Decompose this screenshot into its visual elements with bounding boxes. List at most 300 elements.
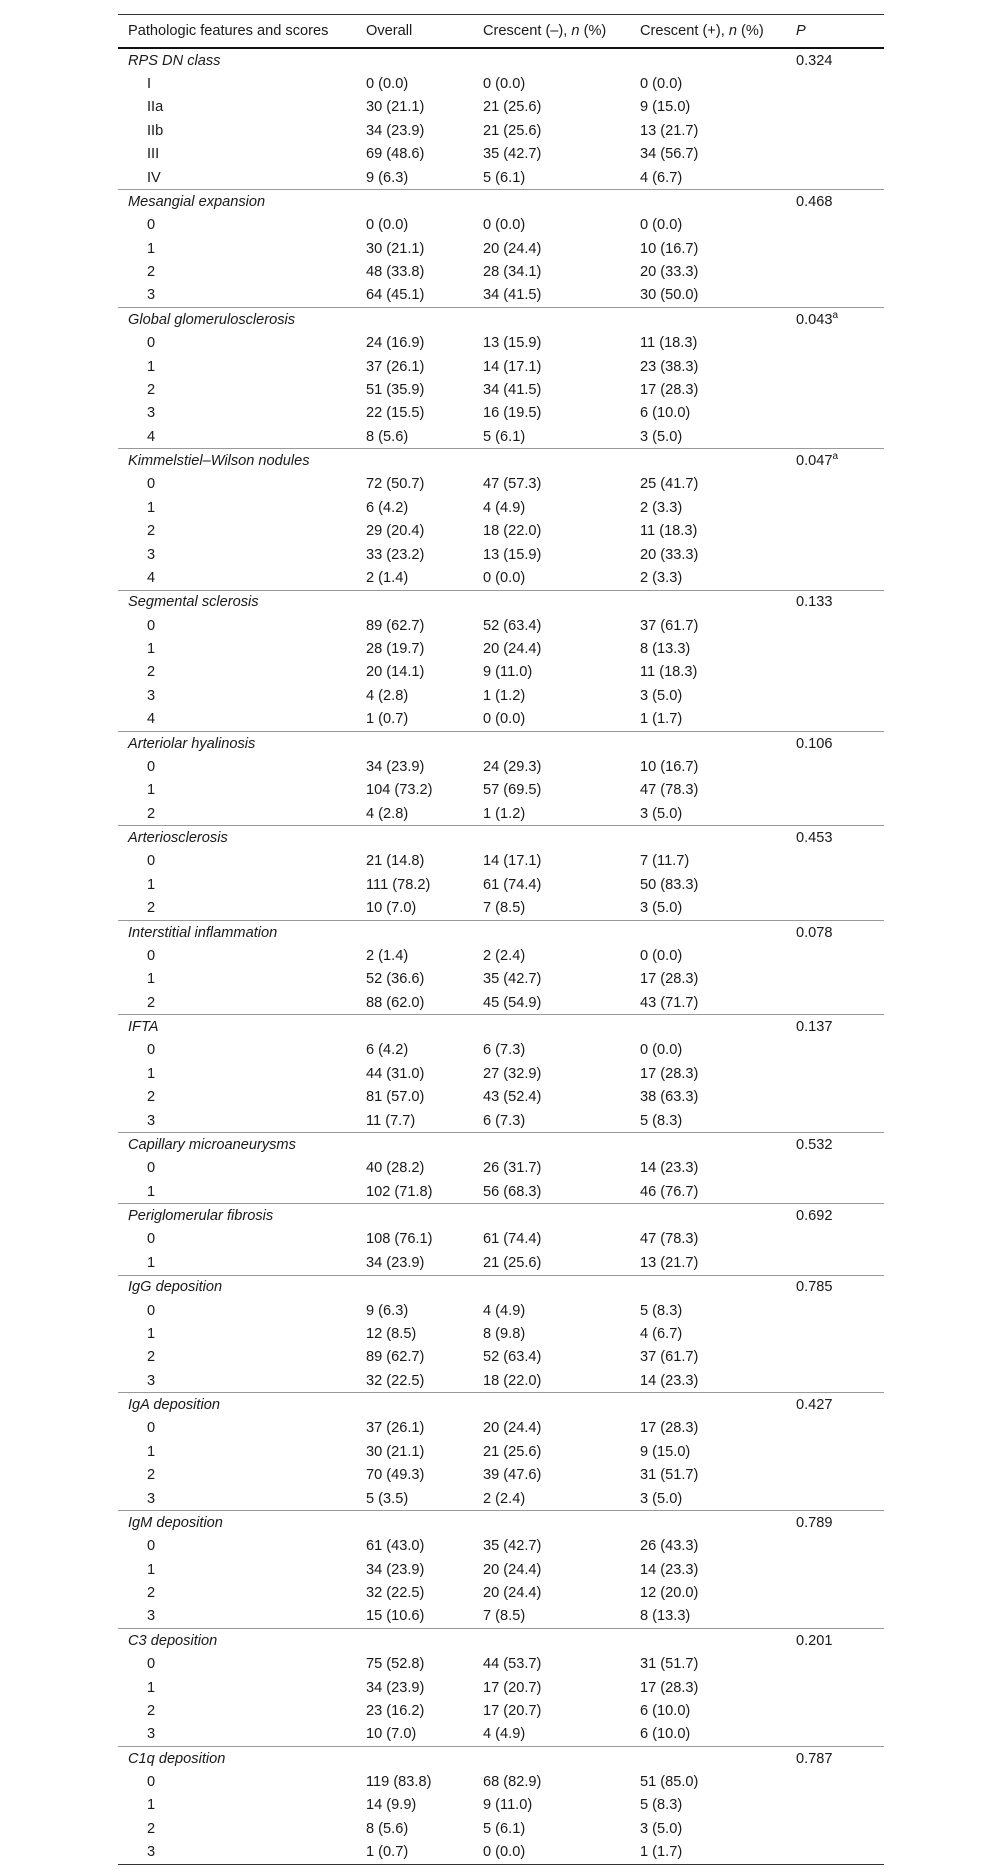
crescent-negative-value: 17 (20.7)	[483, 1702, 542, 1719]
empty-cell	[796, 566, 884, 590]
empty-cell	[796, 402, 884, 425]
table-row	[118, 143, 884, 166]
crescent-positive-value: 1 (1.7)	[640, 711, 683, 728]
pathology-table	[118, 14, 884, 1865]
crescent-negative-value: 20 (24.4)	[483, 1420, 542, 1437]
empty-cell	[796, 425, 884, 449]
feature-name: IgA deposition	[118, 1393, 366, 1417]
score-label: III	[147, 146, 160, 163]
crescent-negative-value: 21 (25.6)	[483, 1254, 542, 1271]
empty-cell	[796, 332, 884, 355]
score-label: 0	[147, 1420, 156, 1437]
overall-value: 34 (23.9)	[366, 1254, 425, 1271]
overall-value: 108 (76.1)	[366, 1231, 433, 1248]
empty-cell	[483, 1629, 640, 1653]
crescent-negative-value: 27 (32.9)	[483, 1065, 542, 1082]
p-value-text: 0.078	[796, 924, 833, 941]
crescent-positive-value: 47 (78.3)	[640, 1231, 699, 1248]
p-value	[796, 1015, 884, 1039]
header-p-value: P	[796, 15, 884, 49]
score-label: 3	[147, 1112, 156, 1129]
crescent-negative-value: 0 (0.0)	[483, 1841, 640, 1865]
score-label: 0	[147, 335, 156, 352]
empty-cell	[483, 1747, 640, 1771]
empty-cell	[796, 1228, 884, 1251]
crescent-positive-value: 34 (56.7)	[640, 146, 699, 163]
score-label: 3	[147, 1608, 156, 1625]
table-row	[118, 991, 884, 1015]
crescent-negative-value: 57 (69.5)	[483, 782, 542, 799]
score-label: 2	[147, 664, 156, 681]
crescent-positive-value: 26 (43.3)	[640, 1538, 699, 1555]
score-label: 1	[147, 641, 156, 658]
empty-cell	[366, 1511, 483, 1535]
score-label: 0	[147, 758, 156, 775]
crescent-positive-value: 43 (71.7)	[640, 994, 699, 1011]
crescent-positive-value: 47 (78.3)	[640, 782, 699, 799]
crescent-negative-value: 43 (52.4)	[483, 1089, 542, 1106]
empty-cell	[796, 991, 884, 1015]
crescent-negative-value: 68 (82.9)	[483, 1774, 542, 1791]
overall-value: 111 (78.2)	[366, 876, 431, 893]
overall-value: 30 (21.1)	[366, 99, 425, 116]
crescent-positive-value: 31 (51.7)	[640, 1467, 699, 1484]
crescent-negative-value: 2 (2.4)	[483, 947, 526, 964]
table-row	[118, 96, 884, 119]
crescent-positive-value: 13 (21.7)	[640, 122, 699, 139]
table-row	[118, 708, 884, 732]
feature-name: Mesangial expansion	[118, 190, 366, 214]
footnote-marker: a	[832, 309, 839, 321]
empty-cell	[796, 802, 884, 826]
empty-cell	[640, 1747, 796, 1771]
overall-value: 81 (57.0)	[366, 1089, 425, 1106]
empty-cell	[640, 826, 796, 850]
score-label: 2	[147, 1820, 156, 1837]
empty-cell	[796, 637, 884, 660]
empty-cell	[796, 119, 884, 142]
empty-cell	[366, 449, 483, 473]
score-label: 3	[147, 287, 156, 304]
p-value	[796, 1511, 884, 1535]
crescent-negative-value: 4 (4.9)	[483, 1726, 526, 1743]
table-row	[118, 850, 884, 873]
crescent-positive-value: 0 (0.0)	[640, 947, 683, 964]
overall-value: 20 (14.1)	[366, 664, 425, 681]
table-row	[118, 1699, 884, 1722]
empty-cell	[640, 190, 796, 214]
crescent-positive-value: 37 (61.7)	[640, 1349, 699, 1366]
overall-value: 0 (0.0)	[366, 76, 409, 93]
overall-value: 14 (9.9)	[366, 1797, 417, 1814]
p-value	[796, 731, 884, 755]
overall-value: 29 (20.4)	[366, 523, 425, 540]
table-row	[118, 214, 884, 237]
p-value-text: 0.468	[796, 193, 833, 210]
crescent-negative-value: 35 (42.7)	[483, 1538, 542, 1555]
group-row	[118, 1133, 884, 1157]
overall-value: 69 (48.6)	[366, 146, 425, 163]
crescent-positive-value: 31 (51.7)	[640, 1656, 699, 1673]
score-label: 2	[147, 1467, 156, 1484]
crescent-positive-value: 46 (76.7)	[640, 1183, 699, 1200]
p-value-text: 0.137	[796, 1019, 833, 1036]
overall-value: 32 (22.5)	[366, 1372, 425, 1389]
overall-value: 2 (1.4)	[366, 947, 409, 964]
score-label: 1	[147, 1325, 156, 1342]
overall-value: 1 (0.7)	[366, 711, 409, 728]
empty-cell	[796, 1086, 884, 1109]
crescent-positive-value: 17 (28.3)	[640, 1679, 699, 1696]
score-label: 0	[147, 1774, 156, 1791]
empty-cell	[483, 1511, 640, 1535]
table-row	[118, 1086, 884, 1109]
table-row	[118, 1440, 884, 1463]
crescent-positive-value: 6 (10.0)	[640, 1702, 691, 1719]
table-row	[118, 684, 884, 707]
p-value	[796, 308, 884, 332]
overall-value: 72 (50.7)	[366, 476, 425, 493]
crescent-negative-value: 8 (9.8)	[483, 1325, 526, 1342]
crescent-positive-value: 3 (5.0)	[640, 687, 683, 704]
crescent-negative-value: 6 (7.3)	[483, 1112, 526, 1129]
empty-cell	[366, 590, 483, 614]
p-value	[796, 48, 884, 72]
crescent-positive-value: 38 (63.3)	[640, 1089, 699, 1106]
group-row	[118, 1204, 884, 1228]
crescent-positive-value: 9 (15.0)	[640, 1443, 691, 1460]
overall-value: 2 (1.4)	[366, 569, 409, 586]
crescent-negative-value: 24 (29.3)	[483, 758, 542, 775]
empty-cell	[483, 1204, 640, 1228]
crescent-positive-value: 4 (6.7)	[640, 1325, 683, 1342]
crescent-positive-value: 17 (28.3)	[640, 1420, 699, 1437]
crescent-positive-value: 1 (1.7)	[640, 1841, 796, 1865]
empty-cell	[796, 1487, 884, 1511]
empty-cell	[796, 897, 884, 921]
empty-cell	[796, 1369, 884, 1393]
empty-cell	[796, 214, 884, 237]
score-label: 1	[147, 971, 156, 988]
group-row	[118, 1511, 884, 1535]
crescent-negative-value: 52 (63.4)	[483, 617, 542, 634]
score-label: 0	[147, 1656, 156, 1673]
empty-cell	[796, 1558, 884, 1581]
empty-cell	[796, 543, 884, 566]
crescent-negative-value: 1 (1.2)	[483, 687, 526, 704]
crescent-negative-value: 17 (20.7)	[483, 1679, 542, 1696]
empty-cell	[796, 779, 884, 802]
empty-cell	[796, 72, 884, 95]
empty-cell	[640, 1133, 796, 1157]
table-row	[118, 496, 884, 519]
table-row	[118, 402, 884, 425]
feature-name: Interstitial inflammation	[118, 920, 366, 944]
table-row	[118, 237, 884, 260]
crescent-negative-value: 20 (24.4)	[483, 641, 542, 658]
table-row	[118, 661, 884, 684]
p-value	[796, 920, 884, 944]
crescent-negative-value: 61 (74.4)	[483, 1231, 542, 1248]
overall-value: 44 (31.0)	[366, 1065, 425, 1082]
crescent-positive-value: 50 (83.3)	[640, 876, 699, 893]
overall-value: 22 (15.5)	[366, 405, 425, 422]
overall-value: 37 (26.1)	[366, 358, 425, 375]
p-value-text: 0.133	[796, 594, 833, 611]
empty-cell	[796, 944, 884, 967]
crescent-positive-value: 23 (38.3)	[640, 358, 699, 375]
table-row	[118, 1605, 884, 1629]
table-row	[118, 968, 884, 991]
score-label: 1	[147, 782, 156, 799]
crescent-positive-value: 17 (28.3)	[640, 381, 699, 398]
score-label: 0	[147, 1231, 156, 1248]
empty-cell	[796, 1841, 884, 1865]
p-value-text: 0.532	[796, 1136, 833, 1153]
crescent-negative-value: 6 (7.3)	[483, 1042, 526, 1059]
crescent-positive-value: 11 (18.3)	[640, 523, 698, 540]
feature-name: Segmental sclerosis	[118, 590, 366, 614]
overall-value: 8 (5.6)	[366, 1820, 409, 1837]
table-row	[118, 1109, 884, 1133]
crescent-negative-value: 14 (17.1)	[483, 358, 542, 375]
table-row	[118, 1346, 884, 1369]
p-value	[796, 826, 884, 850]
crescent-positive-value: 6 (10.0)	[640, 405, 691, 422]
table-row	[118, 1369, 884, 1393]
score-label: I	[147, 76, 152, 93]
p-value	[796, 590, 884, 614]
empty-cell	[366, 48, 483, 72]
crescent-positive-value: 37 (61.7)	[640, 617, 699, 634]
crescent-negative-value: 47 (57.3)	[483, 476, 542, 493]
score-label: 3	[147, 687, 156, 704]
crescent-positive-value: 4 (6.7)	[640, 169, 683, 186]
score-label: 1	[147, 240, 156, 257]
feature-name: Kimmelstiel–Wilson nodules	[118, 449, 366, 473]
table-row	[118, 779, 884, 802]
score-label: 1	[147, 499, 156, 516]
crescent-positive-value: 20 (33.3)	[640, 264, 699, 281]
crescent-positive-value: 8 (13.3)	[640, 641, 691, 658]
table-row	[118, 520, 884, 543]
score-label: 0	[147, 476, 156, 493]
p-value	[796, 1204, 884, 1228]
empty-cell	[796, 1653, 884, 1676]
overall-value: 10 (7.0)	[366, 1726, 417, 1743]
feature-name: IgM deposition	[118, 1511, 366, 1535]
score-label: 0	[147, 1160, 156, 1177]
overall-value: 119 (83.8)	[366, 1774, 432, 1791]
crescent-positive-value: 13 (21.7)	[640, 1254, 699, 1271]
score-label: 0	[147, 947, 156, 964]
overall-value: 37 (26.1)	[366, 1420, 425, 1437]
p-value	[796, 449, 884, 473]
crescent-negative-value: 16 (19.5)	[483, 405, 542, 422]
empty-cell	[796, 614, 884, 637]
table-row	[118, 1723, 884, 1747]
empty-cell	[796, 661, 884, 684]
crescent-positive-value: 10 (16.7)	[640, 240, 699, 257]
empty-cell	[796, 473, 884, 496]
score-label: 3	[118, 1841, 366, 1865]
table-row	[118, 378, 884, 401]
crescent-positive-value: 0 (0.0)	[640, 76, 683, 93]
empty-cell	[640, 590, 796, 614]
empty-cell	[483, 190, 640, 214]
score-label: 4	[147, 428, 156, 445]
overall-value: 4 (2.8)	[366, 805, 409, 822]
empty-cell	[796, 1770, 884, 1793]
empty-cell	[796, 684, 884, 707]
empty-cell	[483, 590, 640, 614]
empty-cell	[640, 308, 796, 332]
score-label: 0	[147, 617, 156, 634]
overall-value: 30 (21.1)	[366, 240, 425, 257]
crescent-positive-value: 3 (5.0)	[640, 1490, 683, 1507]
empty-cell	[796, 708, 884, 732]
empty-cell	[796, 873, 884, 896]
empty-cell	[796, 850, 884, 873]
table-row	[118, 1653, 884, 1676]
table-row	[118, 755, 884, 778]
crescent-positive-value: 5 (8.3)	[640, 1112, 683, 1129]
crescent-positive-value: 3 (5.0)	[640, 900, 683, 917]
p-value-text: 0.324	[796, 52, 833, 69]
score-label: 2	[147, 805, 156, 822]
overall-value: 6 (4.2)	[366, 1042, 409, 1059]
crescent-negative-value: 20 (24.4)	[483, 1561, 542, 1578]
crescent-positive-value: 7 (11.7)	[640, 853, 690, 870]
empty-cell	[796, 755, 884, 778]
table-row	[118, 1535, 884, 1558]
table-row	[118, 72, 884, 95]
crescent-negative-value: 7 (8.5)	[483, 900, 526, 917]
table-row	[118, 166, 884, 190]
crescent-negative-value: 0 (0.0)	[483, 711, 526, 728]
empty-cell	[796, 1062, 884, 1085]
table-row	[118, 637, 884, 660]
overall-value: 30 (21.1)	[366, 1443, 425, 1460]
empty-cell	[483, 449, 640, 473]
crescent-negative-value: 35 (42.7)	[483, 146, 542, 163]
score-label: 3	[147, 405, 156, 422]
feature-name: Arteriolar hyalinosis	[118, 731, 366, 755]
table-row	[118, 1299, 884, 1322]
overall-value: 0 (0.0)	[366, 217, 409, 234]
empty-cell	[483, 826, 640, 850]
feature-name: C1q deposition	[118, 1747, 366, 1771]
empty-cell	[366, 920, 483, 944]
crescent-negative-value: 5 (6.1)	[483, 428, 526, 445]
score-label: 0	[147, 1538, 156, 1555]
crescent-positive-value: 51 (85.0)	[640, 1774, 699, 1791]
overall-value: 104 (73.2)	[366, 782, 433, 799]
empty-cell	[796, 237, 884, 260]
empty-cell	[640, 1204, 796, 1228]
table-row	[118, 473, 884, 496]
group-row	[118, 1275, 884, 1299]
table-row	[118, 1676, 884, 1699]
crescent-positive-value: 5 (8.3)	[640, 1302, 683, 1319]
overall-value: 34 (23.9)	[366, 122, 425, 139]
p-value	[796, 1629, 884, 1653]
feature-name: Arteriosclerosis	[118, 826, 366, 850]
score-label: 2	[147, 1702, 156, 1719]
table-row	[118, 944, 884, 967]
table-row	[118, 1581, 884, 1604]
score-label: 0	[147, 853, 156, 870]
empty-cell	[796, 520, 884, 543]
score-label: 1	[147, 358, 156, 375]
score-label: 1	[147, 1065, 156, 1082]
feature-name: IgG deposition	[118, 1275, 366, 1299]
empty-cell	[796, 1605, 884, 1629]
p-value-text: 0.785	[796, 1279, 833, 1296]
crescent-negative-value: 20 (24.4)	[483, 240, 542, 257]
feature-name: IFTA	[118, 1015, 366, 1039]
table-row	[118, 1487, 884, 1511]
table-row	[118, 425, 884, 449]
empty-cell	[366, 1015, 483, 1039]
empty-cell	[640, 1393, 796, 1417]
group-row	[118, 1393, 884, 1417]
group-row	[118, 308, 884, 332]
crescent-negative-value: 13 (15.9)	[483, 546, 542, 563]
p-value-text: 0.106	[796, 735, 833, 752]
crescent-negative-value: 1 (1.2)	[483, 805, 526, 822]
crescent-positive-value: 17 (28.3)	[640, 971, 699, 988]
overall-value: 6 (4.2)	[366, 499, 409, 516]
empty-cell	[366, 1133, 483, 1157]
crescent-negative-value: 9 (11.0)	[483, 664, 533, 681]
header-crescent-negative: Crescent (–), n (%)	[483, 15, 640, 49]
p-value-text: 0.427	[796, 1397, 833, 1414]
overall-value: 11 (7.7)	[366, 1112, 416, 1129]
table-body	[118, 48, 884, 1864]
crescent-negative-value: 35 (42.7)	[483, 971, 542, 988]
score-label: 2	[147, 381, 156, 398]
crescent-negative-value: 21 (25.6)	[483, 122, 542, 139]
overall-value: 51 (35.9)	[366, 381, 425, 398]
crescent-positive-value: 9 (15.0)	[640, 99, 691, 116]
crescent-positive-value: 14 (23.3)	[640, 1561, 699, 1578]
table-row	[118, 1039, 884, 1062]
overall-value: 15 (10.6)	[366, 1608, 425, 1625]
empty-cell	[796, 1180, 884, 1204]
crescent-negative-value: 44 (53.7)	[483, 1656, 542, 1673]
crescent-positive-value: 3 (5.0)	[640, 428, 683, 445]
table-row	[118, 1180, 884, 1204]
overall-value: 28 (19.7)	[366, 641, 425, 658]
crescent-negative-value: 13 (15.9)	[483, 335, 542, 352]
p-value-text: 0.789	[796, 1514, 833, 1531]
crescent-negative-value: 4 (4.9)	[483, 1302, 526, 1319]
empty-cell	[796, 96, 884, 119]
empty-cell	[796, 1299, 884, 1322]
score-label: 1	[147, 1183, 156, 1200]
table-row	[118, 873, 884, 896]
score-label: 3	[147, 1372, 156, 1389]
overall-value: 89 (62.7)	[366, 1349, 425, 1366]
empty-cell	[796, 1676, 884, 1699]
p-value	[796, 1747, 884, 1771]
empty-cell	[796, 260, 884, 283]
empty-cell	[483, 1393, 640, 1417]
score-label: 1	[147, 1679, 156, 1696]
table-row	[118, 1794, 884, 1817]
empty-cell	[483, 48, 640, 72]
